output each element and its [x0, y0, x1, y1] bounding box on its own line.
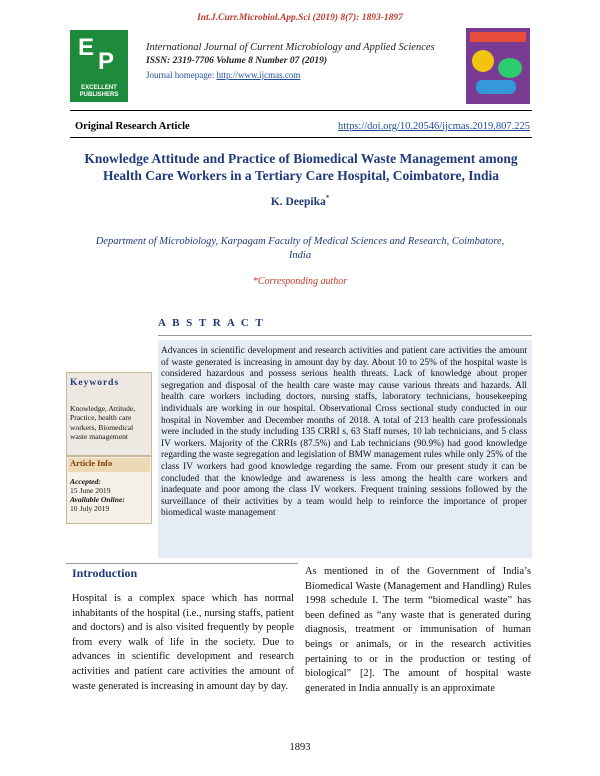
- introduction-right-column: As mentioned in of the Government of India’s Biomedical Waste (Management and Handling) Rules 1998 schedule I. The term “biomedical waste” has been defined as “any waste that is generated during diagnosis, treatment or immunisation of human beings or animals, or in the research activities pertaining to or in the production or testing of biological” [2]. The amount of hospital waste generated in India annually is an approximate: [305, 566, 531, 694]
- homepage-link[interactable]: http://www.ijcmas.com: [216, 70, 301, 80]
- online-date: 10 July 2019: [70, 504, 110, 513]
- journal-cover-image: [466, 28, 530, 104]
- author-name: K. Deepika: [270, 195, 326, 208]
- doi-link[interactable]: https://doi.org/10.20546/ijcmas.2019.807.225: [337, 121, 530, 132]
- introduction-heading: Introduction: [72, 566, 138, 580]
- keywords-heading: Keywords: [70, 378, 120, 388]
- page-number: 1893: [289, 742, 311, 753]
- affiliation: Department of Microbiology, Karpagam Faculty of Medical Sciences and Research, Coimbatore, India: [95, 236, 505, 261]
- abstract-heading: A B S T R A C T: [158, 317, 265, 329]
- accepted-label: Accepted:: [70, 477, 101, 486]
- article-type: Original Research Article: [75, 121, 190, 132]
- corresponding-author: *Corresponding author: [252, 276, 348, 287]
- abstract-divider: [158, 335, 532, 336]
- type-divider: [70, 137, 532, 138]
- header-divider: [70, 110, 532, 111]
- online-label: Available Online:: [70, 495, 125, 504]
- author-mark: *: [325, 194, 330, 202]
- journal-name: International Journal of Current Microbiology and Applied Sciences: [146, 42, 435, 53]
- intro-divider: [66, 563, 298, 564]
- author: [0, 194, 600, 208]
- article-info-dates: [70, 477, 150, 513]
- publisher-logo: E P EXCELLENT PUBLISHERS: [70, 30, 128, 102]
- article-title: Knowledge Attitude and Practice of Biomedical Waste Management among Health Care Workers in a Tertiary Care Hospital, Coimbatore, India: [84, 151, 518, 183]
- article-info-heading: Article Info: [68, 458, 150, 472]
- accepted-date: 15 June 2019: [70, 486, 111, 495]
- introduction-left-column: Hospital is a complex space which has normal inhabitants of the hospital (i.e., nursing staffs, patient and doctors) and is also visited frequently by people from every walk of life in the society. Due to advances in scientific development and research activities and patient care activities the amount of waste generated is increasing in amount day by day.: [72, 593, 294, 692]
- abstract-text: Advances in scientific development and research activities and patient care activities the amount of waste generated is increasing in amount day by day. About 10 to 25% of the hospital waste is considered hazardous and possess serious health threats. Lack of knowledge about proper segregation and disposal of the health care waste may cause various threats and hazards. All health care workers including doctors, nursing staffs, laboratory technicians, housekeeping individuals are working in our hospital. Observational Cross sectional study conducted in our hospital in November and December months of 2018. A total of 213 health care professionals were included in the study including 135 CRRI s, 63 Staff nurses, 10 lab technicians, and 5 class IV workers. Majority of the CRRIs (87.5%) and Lab technicians (90.9%) had good knowledge regarding the waste segregation and legislation of BMW management rules while only 25% of the class IV workers had good knowledge regarding the same. From our present study it can be concluded that the knowledge and awareness is less among the health care workers and inadequate and poor among the class IV workers. Frequent training sessions followed by the surveillance of their activities by a team would help to reinforce the importance of proper biomedical waste management: [161, 346, 527, 519]
- journal-issn: ISSN: 2319-7706 Volume 8 Number 07 (2019): [146, 56, 328, 66]
- keywords-text: Knowledge, Attitude, Practice, health care workers, Biomedical waste management: [70, 404, 136, 442]
- journal-homepage: Journal homepage: http://www.ijcmas.com: [146, 70, 301, 80]
- running-head: Int.J.Curr.Microbiol.App.Sci (2019) 8(7): 1893-1897: [197, 13, 403, 23]
